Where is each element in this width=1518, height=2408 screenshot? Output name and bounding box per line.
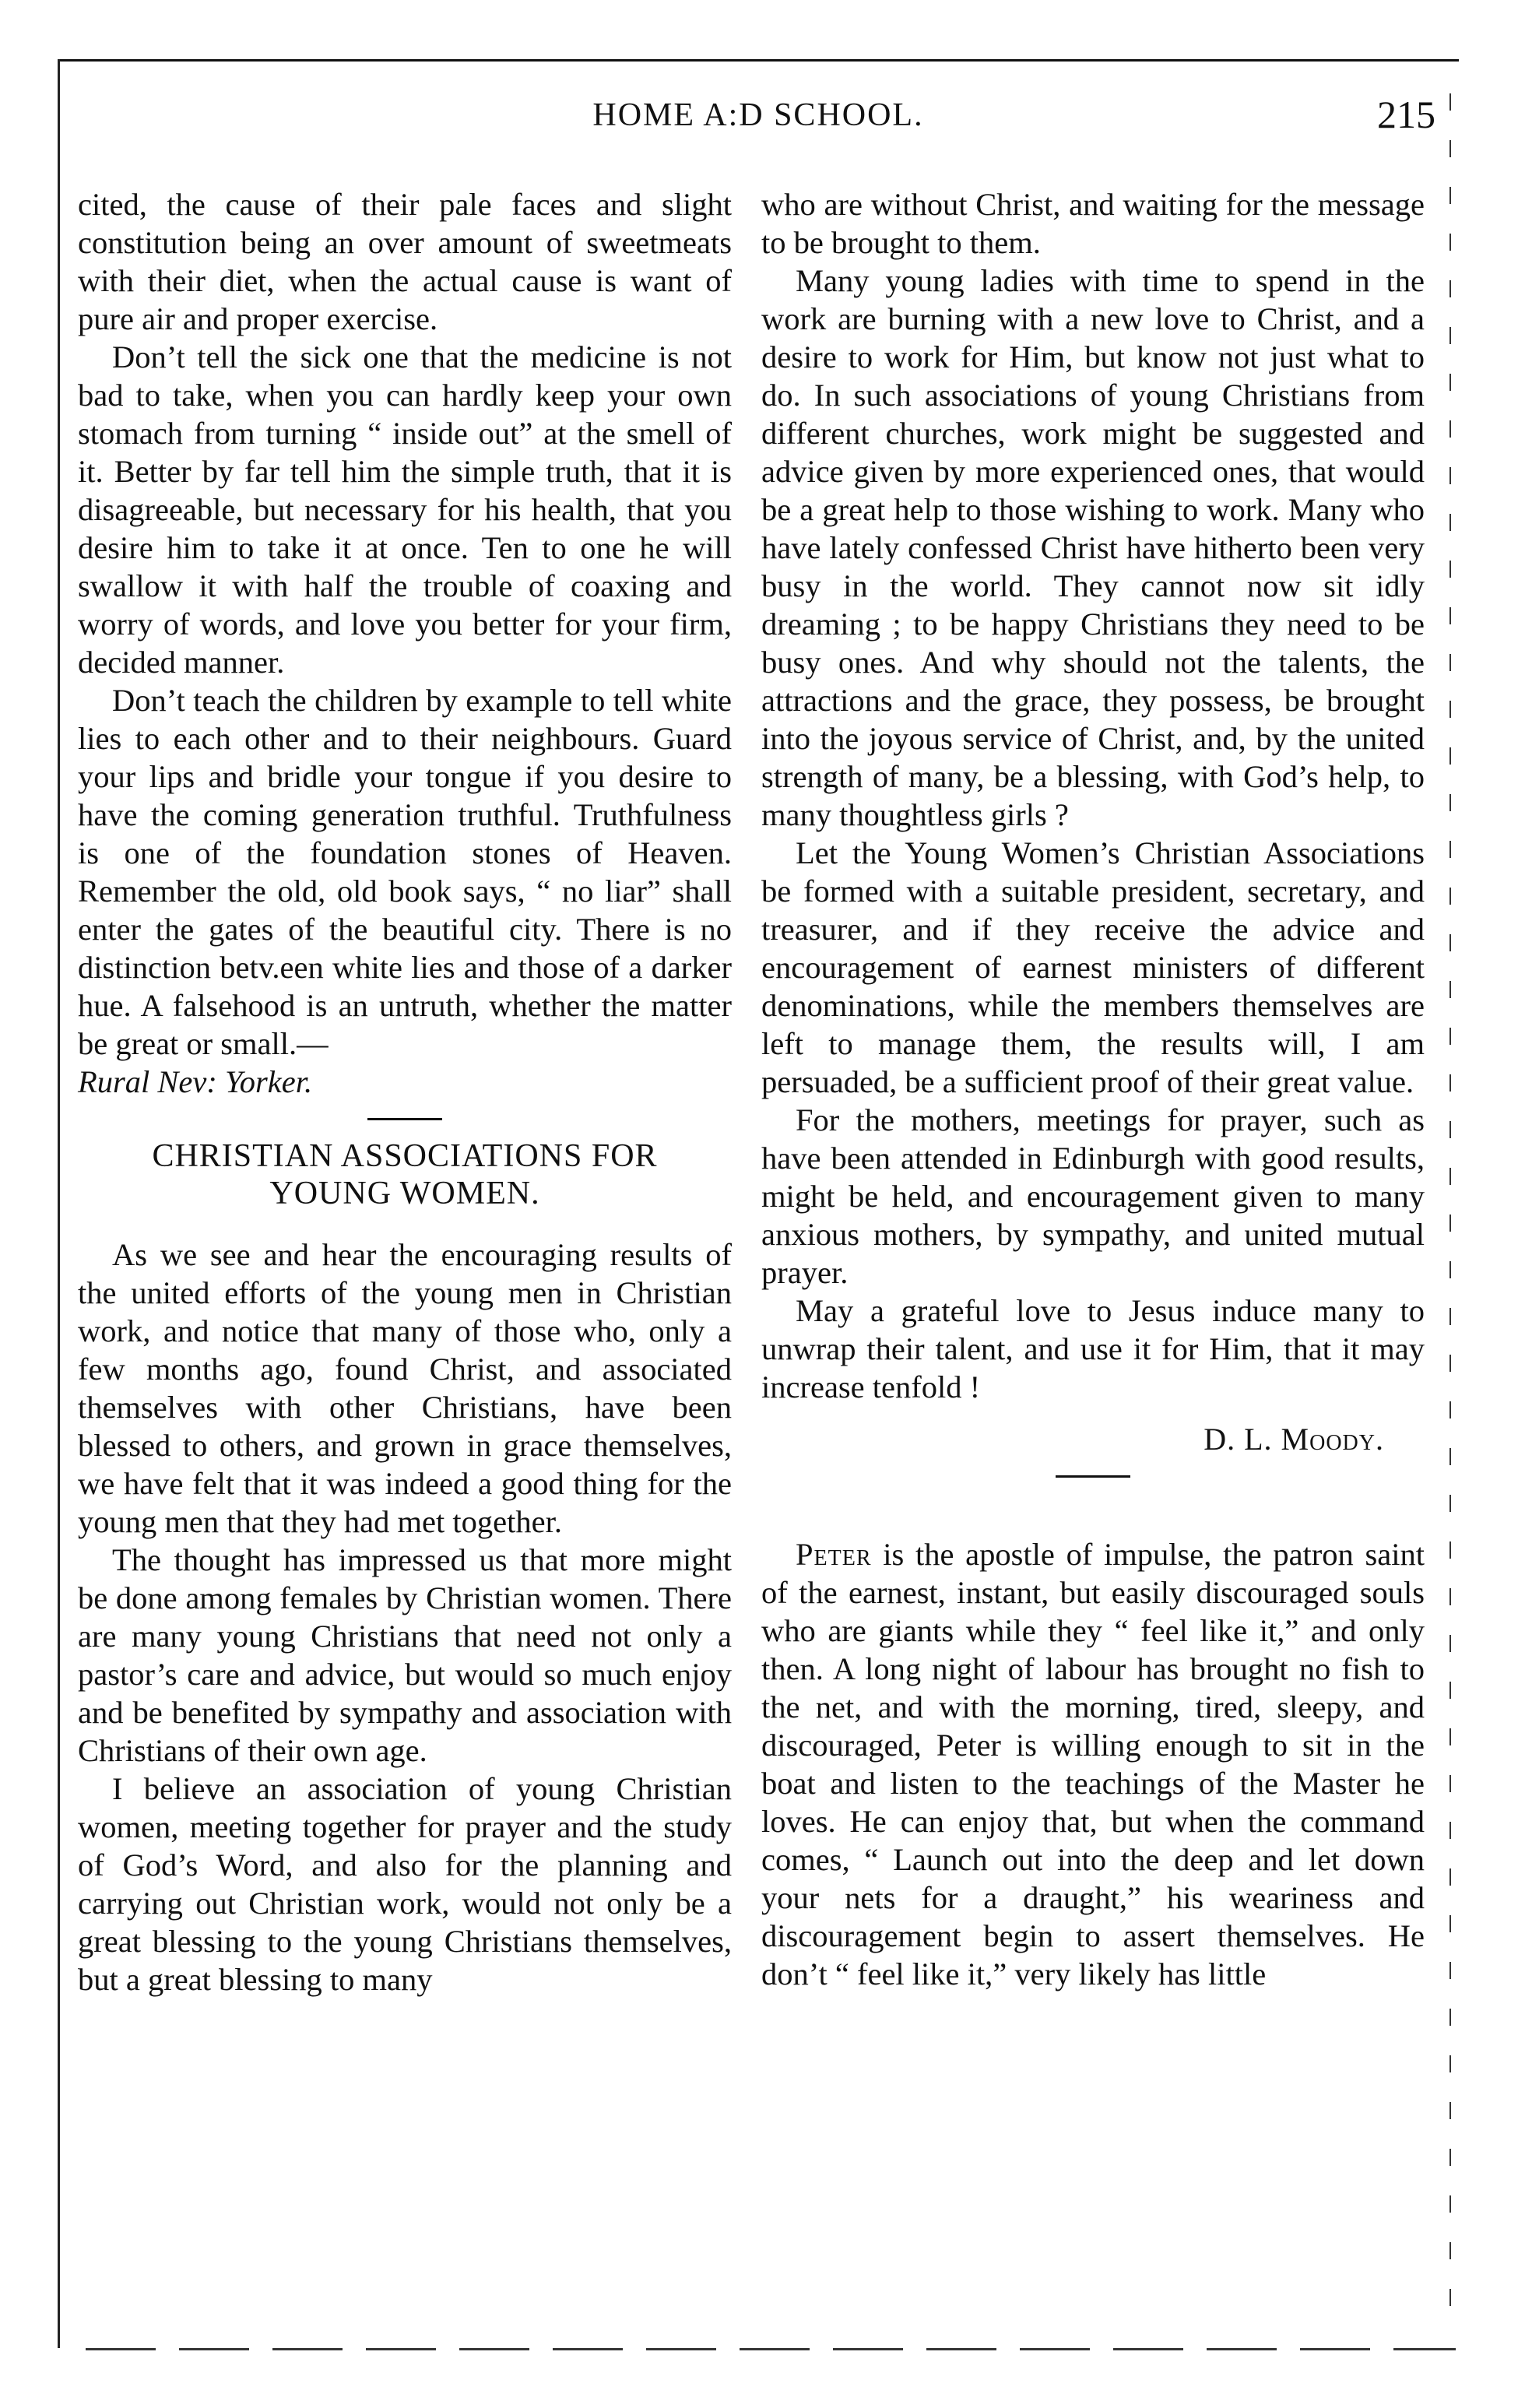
left-column — [78, 185, 732, 1998]
paragraph-peter-text: is the apostle of impulse, the patron saint of the earnest, instant, but easily discouraged souls who are giants while they “ feel like it,” and only then. A long night of labour has brought no fish to the net, and with the morning, tired, sleepy, and discouraged, Peter is willing enough to sit in the boat and listen to the teachings of the Master he loves. He can enjoy that, but when the command comes, “ Launch out into the deep and let down your nets for a draught,” his weariness and discouragement begin to assert themselves. He don’t “ feel like it,” very likely has little — [761, 1537, 1425, 1991]
paragraph-united-efforts: As we see and hear the encouraging results of the united efforts of the young men in Christian work, and notice that many of those who, only a few months ago, found Christ, and associated themselves with other Christians, have been blessed to others, and grown in grace themselves, we have felt that it was indeed a good thing for the young men that they had met together. — [78, 1237, 732, 1539]
paragraph-associations-formed: Let the Young Women’s Christian Associations be formed with a suitable president, secretary, and treasurer, and if they receive the advice and encouragement of earnest ministers of different denominations, while the members themselves are left to manage them, the results will, I am persuaded, be a sufficient proof of their great value. — [761, 835, 1425, 1099]
article-heading — [78, 1137, 732, 1212]
paragraph-young-ladies: Many young ladies with time to spend in the work are burning with a new love to Christ, and a desire to work for Him, but know not just what to do. In such associations of young Christians from different churches, work might be suggested and advice given by more experienced ones, that would be a great help to those wishing to work. Many who have lately confessed Christ have hitherto been very busy in the world. They cannot now sit idly dreaming ; to be happy Christians they need to be busy ones. And why should not the talents, the attractions and the grace, they possess, be brought into the joyous service of Christ, and, by the united strength of many, be a blessing, with God’s help, to many thoughtless girls ? — [761, 263, 1425, 832]
article-heading-line-1: CHRISTIAN ASSOCIATIONS FOR — [152, 1138, 658, 1174]
source-credit: Rural Nev: Yorker. — [78, 1064, 313, 1099]
paragraph-medicine: Don’t tell the sick one that the medicine is not bad to take, when you can hardly keep your own stomach from turning “ inside out” at the smell of it. Better by far tell him the simple truth, that it is disagreeable, but necessary for his health, that you desire him to take it at once. Ten to one he will swallow it with half the trouble of coaxing and worry of words, and love you better for your firm, decided manner. — [78, 339, 732, 680]
paragraph-association: I believe an association of young Christian women, meeting together for prayer and the study of God’s Word, and also for the planning and carrying out Christian work, would not only be a great blessing to the young Christians themselves, but a great blessing to many — [78, 1771, 732, 1997]
paragraph-mothers: For the mothers, meetings for prayer, such as have been attended in Edinburgh with good results, might be held, and encouragement given to many anxious mothers, by sympathy, and united mutual prayer. — [761, 1102, 1425, 1290]
running-head — [58, 93, 1459, 151]
right-border-rule — [1449, 93, 1451, 2328]
bottom-border-rule — [86, 2348, 1456, 2350]
running-title: HOME A:D SCHOOL. — [592, 97, 924, 133]
left-border-rule — [58, 59, 60, 2348]
lead-word: Peter — [796, 1537, 872, 1572]
section-divider — [367, 1118, 442, 1120]
right-column — [761, 185, 1425, 1993]
author-signature: D. L. Moody. — [1204, 1422, 1384, 1457]
paragraph-grateful-love: May a grateful love to Jesus induce many to unwrap their talent, and use it for Him, that it may increase tenfold ! — [761, 1293, 1425, 1404]
paragraph-continued-right: who are without Christ, and waiting for the message to be brought to them. — [761, 187, 1425, 260]
paragraph-peter — [761, 1535, 1425, 1993]
section-divider-right — [1056, 1475, 1130, 1478]
paragraph-white-lies: Don’t teach the children by example to tell white lies to each other and to their neighbours. Guard your lips and bridle your tongue if you desire to have the coming generation truthful. Truthfulness is one of the foundation stones of Heaven. Remember the old, old book says, “ no liar” shall enter the gates of the beautiful city. There is no distinction betv.een white lies and those of a darker hue. A falsehood is an untruth, whether the matter be great or small.— — [78, 683, 732, 1061]
top-border-rule — [58, 59, 1459, 62]
page-number: 215 — [1377, 93, 1435, 136]
paragraph-continued: cited, the cause of their pale faces and slight constitution being an over amount of sweetmeats with their diet, when the actual cause is want of pure air and proper exercise. — [78, 187, 732, 336]
article-heading-line-2: YOUNG WOMEN. — [269, 1176, 540, 1211]
paragraph-thought-impressed: The thought has impressed us that more might be done among females by Christian women. There are many young Christians that need not only a pastor’s care and advice, but would so much enjoy and be benefited by sympathy and association with Christians of their own age. — [78, 1542, 732, 1768]
